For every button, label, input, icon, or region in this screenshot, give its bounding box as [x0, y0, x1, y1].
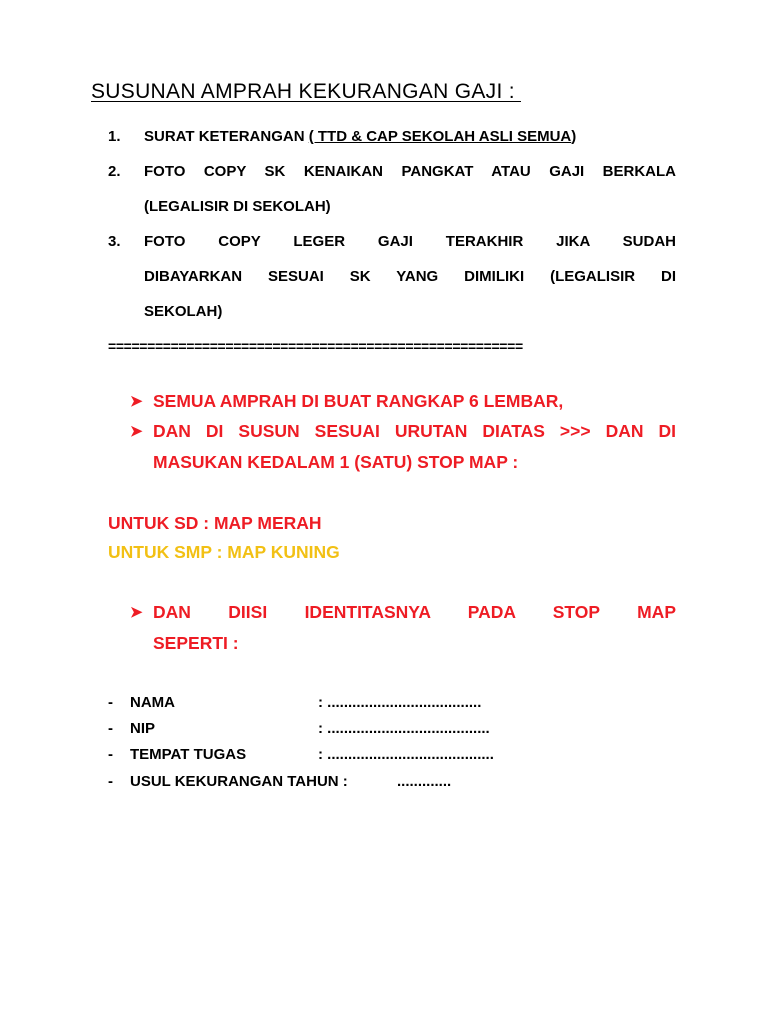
field-label: NAMA: [130, 694, 175, 711]
bullet-line: MASUKAN KEDALAM 1 (SATU) STOP MAP :: [153, 452, 519, 472]
field-label: TEMPAT TUGAS: [130, 746, 247, 763]
bullet-item-2: [130, 416, 676, 478]
list-item-text: [144, 224, 676, 329]
list-item-text: [144, 154, 676, 224]
list-item-line: SEKOLAH): [144, 303, 223, 320]
dash-bullet: -: [108, 720, 113, 737]
field-label: NIP: [130, 720, 156, 737]
page-title: SUSUNAN AMPRAH KEKURANGAN GAJI :: [91, 80, 521, 103]
bullet-line: SEMUA AMPRAH DI BUAT RANGKAP 6 LEMBAR,: [153, 391, 564, 411]
field-value: : .......................................: [318, 720, 490, 737]
separator-line: =====================================================: [108, 338, 523, 354]
list-item-text-underlined: ( TTD & CAP SEKOLAH ASLI SEMUA: [308, 128, 572, 145]
field-value: : ........................................: [318, 746, 494, 763]
map-color-sd: UNTUK SD : MAP MERAH: [108, 513, 322, 533]
list-item-line: (LEGALISIR DI SEKOLAH): [144, 198, 331, 215]
list-item-number: 2.: [108, 163, 121, 180]
bullet-line: DAN DIISI IDENTITASNYA PADA STOP MAP: [153, 602, 676, 622]
list-item-number: 3.: [108, 233, 121, 250]
arrow-bullet-icon: ➤: [130, 423, 143, 440]
dash-bullet: -: [108, 746, 113, 763]
arrow-bullet-icon: ➤: [130, 604, 143, 621]
dash-bullet: -: [108, 773, 113, 790]
list-item-line: FOTO COPY LEGER GAJI TERAKHIR JIKA SUDAH: [144, 233, 676, 250]
list-item-text-close: ): [571, 128, 577, 145]
dash-bullet: -: [108, 694, 113, 711]
list-item-text-plain: SURAT KETERANGAN: [144, 128, 309, 145]
bullet-item-3: [130, 597, 676, 659]
map-color-smp: UNTUK SMP : MAP KUNING: [108, 542, 340, 562]
field-value: : .....................................: [318, 694, 482, 711]
field-label: USUL KEKURANGAN TAHUN :: [130, 773, 348, 790]
bullet-item-1: [130, 386, 676, 417]
bullet-line: SEPERTI :: [153, 633, 239, 653]
list-item-number: 1.: [108, 128, 121, 145]
list-item-line: FOTO COPY SK KENAIKAN PANGKAT ATAU GAJI BERKALA: [144, 163, 676, 180]
list-item-text: [144, 126, 676, 148]
list-item-line: DIBAYARKAN SESUAI SK YANG DIMILIKI (LEGALISIR DI: [144, 268, 676, 285]
bullet-line: DAN DI SUSUN SESUAI URUTAN DIATAS >>> DAN DI: [153, 421, 676, 441]
arrow-bullet-icon: ➤: [130, 393, 143, 410]
field-value: .............: [397, 773, 452, 790]
